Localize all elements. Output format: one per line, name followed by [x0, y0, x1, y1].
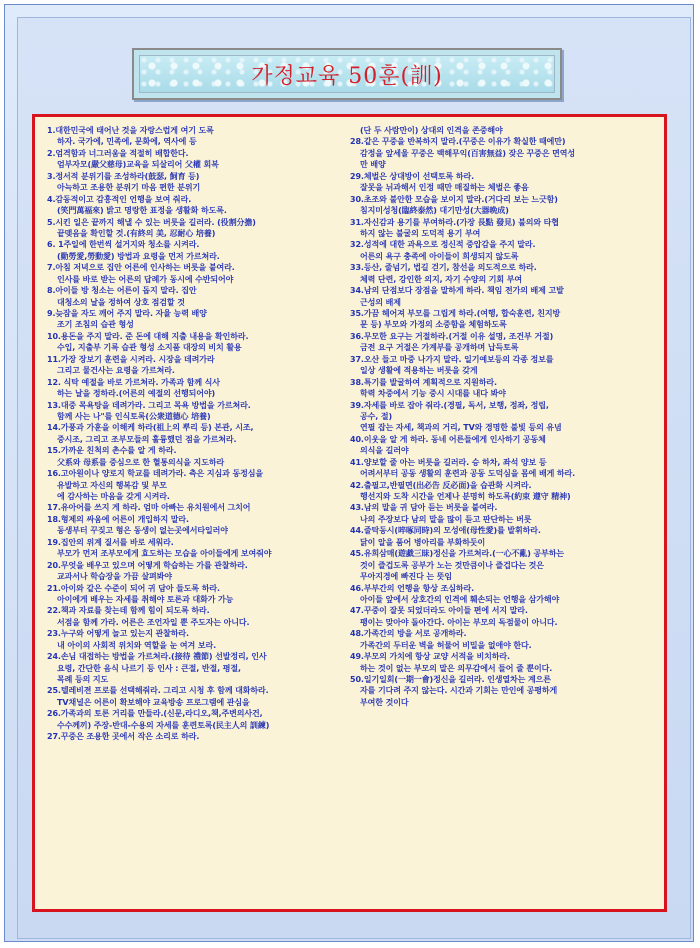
rule-continuation-line: 의식을 길러야 — [360, 446, 409, 456]
rule-continuation-line: 대청소의 날을 정하여 상호 점검할 것 — [57, 297, 185, 307]
rule-item-line: 47.꾸중이 잘못 되었더라도 아이들 편에 서지 말라. — [350, 606, 528, 616]
rule-item-line: 32.성적에 대한 과욕으로 정신적 중압감을 주지 말라. — [350, 240, 536, 250]
rule-continuation-line: 근성의 배제 — [360, 297, 401, 307]
rule-item-line: 42.출필고,반필면(出必告 反必面)을 습관화 시켜라. — [350, 480, 532, 490]
rule-continuation-line: 수수께끼) 주장-반대-수용의 자세를 훈련토록(民主人의 訓練) — [57, 720, 270, 730]
rule-continuation-line: 부여한 것이다 — [360, 697, 409, 707]
rule-item-line: 19.집안의 위계 질서를 바로 세워라. — [47, 537, 174, 547]
rule-item-line: 35.가끔 헤어져 부모를 그립게 하라.(여행, 합숙훈련, 친지방 — [350, 309, 561, 318]
rule-item-line: 13.대중 목욕탕을 데려가라. 그리고 목욕 방법을 가르쳐라. — [47, 400, 251, 410]
rule-continuation-line: TV채널은 어른이 확보해야 교육방송 프로그램에 관심을 — [57, 697, 250, 707]
rule-continuation-line: 하는 날을 정하라.(어른의 예절의 선행되어야) — [57, 389, 216, 399]
rule-item-line: 46.부부간의 언행을 항상 조심하라. — [350, 583, 475, 593]
rule-continuation-line: 에 감사하는 마음을 갖게 시켜라. — [57, 492, 170, 501]
rule-item-line: 31.자신감과 용기를 부여하라.(가장 長點 發見) 불의와 타협 — [350, 217, 559, 227]
rule-continuation-line: 잘못을 뉘과해서 인정 때만 매질하는 체벌은 좋음 — [360, 183, 529, 193]
content-box — [32, 114, 667, 912]
rule-continuation-line: 닭이 알을 품어 병아리를 부화하듯이 — [360, 537, 486, 547]
rule-item-line: 11.가장 장보기 훈련을 시켜라. 시장을 데려가라 — [47, 354, 215, 364]
rule-item-line: 20.무엇을 배우고 있으며 어떻게 학습하는 가를 관찰하라. — [47, 560, 248, 570]
rule-item-line: 8.아이들 방 청소는 어른이 돕지 말라. 집안 — [47, 286, 197, 296]
rule-continuation-line: 아이에게 배우는 자세를 취해야 토론과 대화가 가능 — [57, 594, 234, 604]
rule-item-line: 7.아침 저녁으로 집안 어른에 인사하는 버릇을 붙여라. — [47, 263, 235, 273]
rule-continuation-line: 하지 않는 불굴의 도덕적 용기 부여 — [360, 228, 481, 238]
rule-continuation-line: (勤勞愛,勞動愛) 방법과 요령을 먼저 가르쳐라. — [57, 251, 220, 261]
rule-item-line: 21.아이와 같은 수준이 되어 귀 담아 들도록 하라. — [47, 583, 220, 593]
rule-continuation-line: 아늑하고 조용한 분위기 마음 편한 분위기 — [57, 183, 201, 193]
rule-continuation-line: 어른의 욕구 충족에 아이들이 희생되지 않도록 — [360, 251, 519, 261]
rule-item-line: 5.시킨 일은 끝까지 해낼 수 있는 버릇을 길러라. (役割分擔) — [47, 217, 256, 227]
rule-continuation-line: 학력 차중에서 기능 중시 시대를 내다 봐야 — [360, 389, 506, 399]
rule-item-line: 23.누구와 어떻게 놀고 있는지 관찰하라. — [47, 629, 189, 639]
rule-item-line: 4.감동적이고 감흥적인 언행을 보여 줘라. — [47, 194, 192, 204]
rule-continuation-line: 수입, 지출부 기록 습관 형성 소지품 대장의 비치 활용 — [57, 343, 242, 353]
rule-continuation-line: 부모가 먼저 조부모에게 효도하는 모습을 아이들에게 보여줘야 — [57, 549, 272, 559]
rule-item-line: 39.자세를 바로 잡아 줘라.(경필, 독서, 보행, 정좌, 정립, — [350, 400, 549, 410]
rule-continuation-line: 일상 생활에 적용하는 버릇을 갖게 — [360, 366, 478, 376]
rule-continuation-line: 나의 주장보다 남의 말을 많이 듣고 판단하는 버릇 — [360, 514, 532, 524]
rule-item-line: 40.이웃을 알 게 하라. 동네 어른들에게 인사하기 공동체 — [350, 434, 546, 444]
rule-continuation-line: 아이들 앞에서 상호간의 인격에 훼손되는 언행을 삼가해야 — [360, 594, 560, 604]
rule-item-line: 26.가족과의 토론 거리를 만들라.(신문,라디오,책,주변의사건, — [47, 709, 263, 719]
rule-item-line: 43.남의 말을 귀 담아 듣는 버릇을 붙여라. — [350, 503, 498, 513]
rule-continuation-line: 가족간의 두터운 벽을 허물어 비밀을 없애야 한다. — [360, 640, 532, 650]
rule-continuation-line: 침지미성청(臨終泰然) 대기만성(大器晩成) — [360, 206, 509, 216]
rule-continuation-line: 감정을 앞세울 꾸중은 백해무익(百害無益) 잦은 꾸중은 면역성 — [360, 148, 576, 158]
rule-continuation-line: 것이 즐겁도록 공부가 노는 것만큼이나 즐겁다는 것은 — [360, 560, 544, 570]
rule-item-line: 9.늦잠을 자도 깨어 주지 말라. 자율 능력 배양 — [47, 309, 207, 318]
rule-item-line: 29.체벌은 상대방이 선택토록 하라. — [350, 171, 475, 181]
rule-item-line: 38.특기를 발굴하여 계획적으로 지원하라. — [350, 377, 497, 387]
rule-item-line: 48.가족간의 방을 서로 공개하라. — [350, 629, 467, 639]
rule-continuation-line: 팽이는 맞아야 돌아간다. 아이는 부모의 독점물이 아니다. — [360, 617, 558, 627]
rule-continuation-line: 인사를 바로 받는 어른의 답례가 동시에 수반되어야 — [57, 274, 234, 284]
rule-continuation-line: (단 두 사람만이) 상대의 인격을 존중해야 — [360, 126, 503, 135]
rule-continuation-line: 요령, 간단한 음식 나르기 등 인사 : 큰절, 반절, 평절, — [57, 663, 241, 673]
rule-continuation-line: 동생부터 꾸짖고 형은 동생이 없는곳에서타일러야 — [57, 526, 228, 536]
rule-item-line: 37.오산 들고 마중 나가지 말라. 일기예보등의 각종 정보를 — [350, 354, 554, 364]
rule-continuation-line: 엄부자모(嚴父慈母)교육을 되살리어 父權 회복 — [57, 160, 219, 170]
rule-continuation-line: 그리고 물건사는 요령을 가르쳐라. — [57, 366, 175, 376]
rule-item-line: 33.등산, 줄넘기, 법길 걷기, 참선을 의도적으로 하라. — [350, 263, 537, 273]
rule-continuation-line: 父系와 母系를 중심으로 한 혈통의식을 지도하라 — [57, 457, 225, 467]
rule-item-line: 50.일기일회(一期一會)정신을 길러라. 인생열차는 계으른 — [350, 675, 551, 684]
rule-item-line: 12. 식탁 예절을 바로 가르쳐라. 가족과 함께 식사 — [47, 377, 220, 387]
rule-item-line: 2.엄격함과 너그러움을 적절히 배합한다. — [47, 148, 189, 158]
rule-continuation-line: 중시조, 그리고 조부모들의 훌륭했던 점을 가르쳐라. — [57, 434, 237, 444]
rule-continuation-line: 하자. 국가에, 민족에, 문화에, 역사에 등 — [57, 137, 197, 147]
rule-continuation-line: 하는 것이 없는 부모의 말은 의무감에서 들어 줄 뿐이다. — [360, 663, 553, 673]
rule-continuation-line: 유발하고 자신의 행복감 및 부모 — [57, 480, 167, 490]
rule-item-line: 36.무모한 요구는 거절하라.(거절 이유 설명, 조건부 거절) — [350, 331, 554, 341]
rule-item-line: 17.유아어를 쓰지 게 하라. 엄마 아빠는 유치원에서 그치어 — [47, 503, 251, 513]
title-plate — [132, 48, 562, 100]
rule-continuation-line: 교과서나 학습장을 가끔 살펴봐야 — [57, 572, 172, 582]
rule-item-line: 44.줄탁동시(啐啄同時)의 모성애(母性愛)를 발휘하라. — [350, 526, 541, 536]
rule-continuation-line: 만 배양 — [360, 160, 386, 170]
page-title: 가정교육 50훈(訓) — [251, 63, 443, 89]
rule-continuation-line: 어려서부터 공동 생활의 훈련과 공동 도덕심을 몸에 배게 하라. — [360, 469, 576, 479]
rule-continuation-line: 끝맺음을 확인할 것.(有終의 美, 忍耐心 培養) — [57, 228, 216, 238]
rule-item-line: 22.책과 자료를 찾는데 함께 힘이 되도록 하라. — [47, 606, 210, 616]
rule-item-line: 3.정서적 분위기를 조성하라(鼓瑟, 飼育 등) — [47, 171, 200, 181]
rule-item-line: 6. 1주일에 한번씩 설거지와 청소를 시켜라. — [47, 240, 200, 250]
rule-continuation-line: 공수, 절) — [360, 411, 393, 421]
rule-item-line: 15.가까운 친척의 촌수를 알 게 하라. — [47, 446, 177, 456]
rule-continuation-line: 목례 등의 지도 — [57, 675, 109, 684]
rule-continuation-line: 금전 요구 거절은 가계부를 공개하며 납득토록 — [360, 343, 519, 353]
rule-continuation-line: 무아지경에 빠진다 는 뜻임 — [360, 572, 452, 582]
rule-continuation-line: 조기 조침의 습관 형성 — [57, 320, 134, 330]
rule-item-line: 34.남의 단점보다 장점을 말하게 하라. 책임 전가의 배제 고발 — [350, 286, 564, 296]
left-column — [47, 125, 344, 743]
rule-continuation-line: 문 등) 부모와 가정의 소중함을 체험하도록 — [360, 320, 507, 330]
rule-item-line: 45.유희삼매(遊戱三昧)정신을 가르쳐라.(一心不亂) 공부하는 — [350, 549, 565, 559]
rule-item-line: 24.손님 대접하는 방법을 가르쳐라.(接待 禮節) 선발정리, 인사 — [47, 652, 267, 662]
rule-item-line: 14.가풍과 가훈을 이해케 하라(祖上의 뿌리 등) 본관, 시조, — [47, 423, 254, 433]
rule-item-line: 16.고아원이나 양로지 학교를 데려가라. 측은 지심과 동정심을 — [47, 469, 263, 479]
rule-continuation-line: 서점을 함께 가라. 어른은 조언자일 뿐 주도자는 아니다. — [57, 617, 250, 627]
rule-item-line: 49.부모의 가치에 항상 교양 서적을 비치하라. — [350, 652, 510, 662]
rule-continuation-line: 행선지와 도착 시간을 언제나 분명히 하도록(約束 遵守 精神) — [360, 492, 571, 501]
rule-continuation-line: 연필 잡는 자세, 책과의 거리, TV와 경명한 불빛 등의 유념 — [360, 423, 562, 433]
right-column — [350, 125, 650, 708]
rule-continuation-line: 함께 사는 나"를 인식토록(公衆道德心 培養) — [57, 411, 211, 421]
rule-continuation-line: 자를 기다려 주지 않는다. 시간과 기회는 만인에 공평하게 — [360, 686, 558, 696]
rule-item-line: 27.꾸중은 조용한 곳에서 작은 소리로 하라. — [47, 732, 200, 742]
rule-item-line: 41.양보할 줄 아는 버릇을 길러라. 승 하차, 좌석 양보 등 — [350, 457, 547, 467]
rule-item-line: 25.텔레비젼 프로를 선택해줘라. 그리고 시청 후 함께 대화하라. — [47, 686, 269, 696]
rule-continuation-line: 내 아이의 사회적 위치와 역할을 눈 여겨 보라. — [57, 640, 217, 650]
rule-item-line: 10.용돈을 주지 말라. 준 돈에 대해 지출 내용을 확인하라. — [47, 331, 249, 341]
rule-continuation-line: 체력 단련, 강인한 의지, 자기 수양의 기회 부여 — [360, 274, 522, 284]
rule-item-line: 1.대한민국에 태어난 것을 자랑스럽게 여기 도록 — [47, 126, 214, 135]
rule-item-line: 30.초조와 불안한 모습을 보이지 말라.(거다리 보는 느긋함) — [350, 194, 558, 204]
title-background — [139, 55, 555, 93]
rule-item-line: 18.형제의 싸움에 어른이 개입하지 말라. — [47, 514, 189, 524]
rule-continuation-line: (笑門萬福來) 밝고 명랑한 표정을 생활화 하도록. — [57, 206, 227, 216]
rule-item-line: 28.같은 꾸중을 반복하지 말라.(꾸중은 이유가 확실한 때에만) — [350, 137, 566, 147]
